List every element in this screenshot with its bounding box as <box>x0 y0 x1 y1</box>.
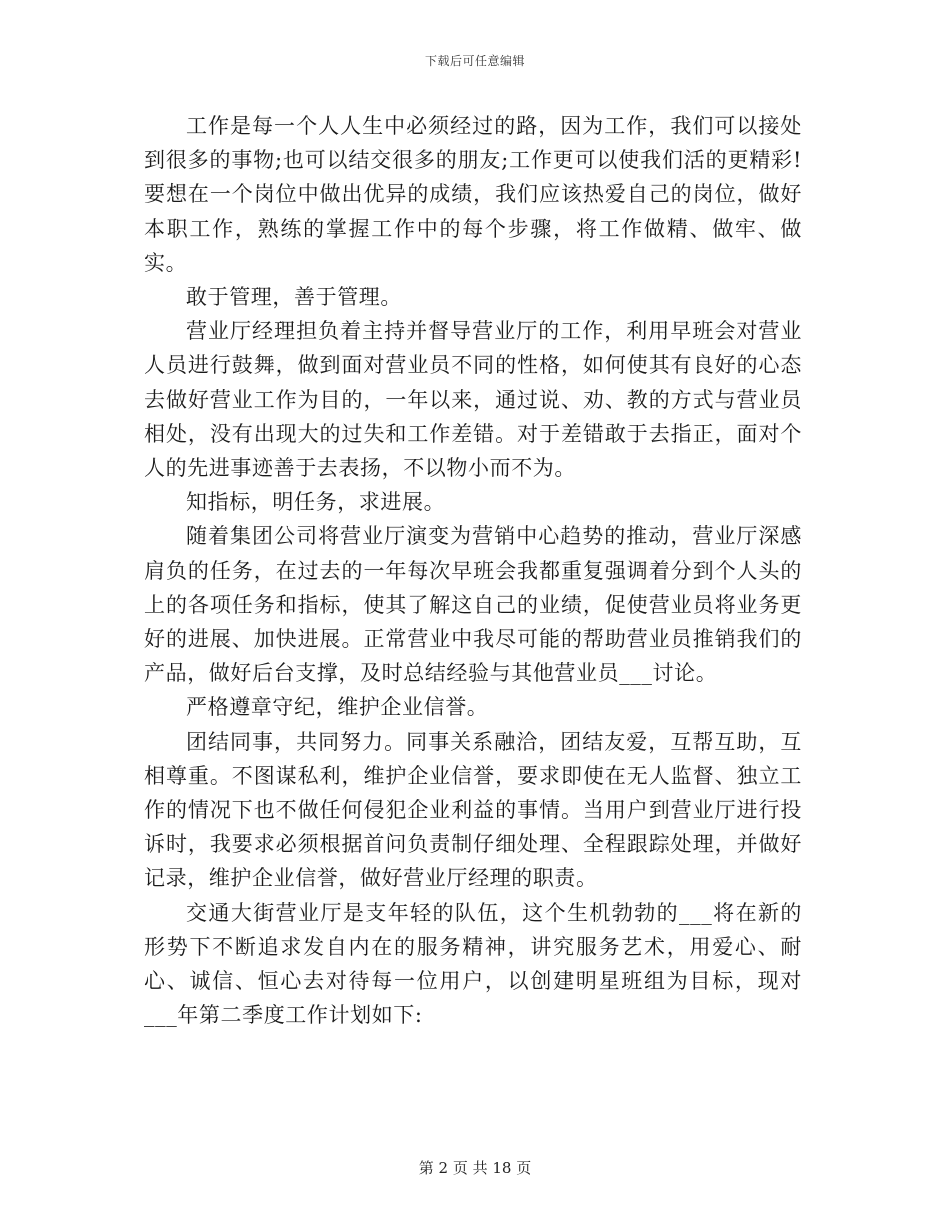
paragraph-heading-discipline: 严格遵章守纪，维护企业信誉。 <box>186 695 489 720</box>
document-body <box>144 109 802 1032</box>
paragraph-team-plan: 交通大街营业厅是支年轻的队伍，这个生机勃勃的___将在新的形势下不断追求发自内在的服务精神，讲究服务艺术，用爱心、耐心、诚信、恒心去对待每一位用户，以创建明星班组为目标，现对___年第二季度工作计划如下: <box>144 900 802 1028</box>
page-footer-number: 第 2 页 共 18 页 <box>418 1159 532 1177</box>
page-header-note: 下载后可任意编辑 <box>424 54 525 68</box>
paragraph-heading-targets: 知指标，明任务，求进展。 <box>186 490 446 515</box>
paragraph-heading-management: 敢于管理，善于管理。 <box>186 285 402 310</box>
paragraph-manager-duties: 营业厅经理担负着主持并督导营业厅的工作，利用早班会对营业人员进行鼓舞，做到面对营业员不同的性格，如何使其有良好的心态去做好营业工作为目的，一年以来，通过说、劝、教的方式与营业员相处，没有出现大的过失和工作差错。对于差错敢于去指正，面对个人的先进事迹善于去表扬，不以物小而不为。 <box>144 319 802 481</box>
paragraph-tasks-progress: 随着集团公司将营业厅演变为营销中心趋势的推动，营业厅深感肩负的任务，在过去的一年每次早班会我都重复强调着分到个人头的上的各项任务和指标，使其了解这自己的业绩，促使营业员将业务更好的进展、加快进展。正常营业中我尽可能的帮助营业员推销我们的产品，做好后台支撑，及时总结经验与其他营业员___讨论。 <box>144 524 802 686</box>
paragraph-work-intro: 工作是每一个人人生中必须经过的路，因为工作，我们可以接处到很多的事物;也可以结交很多的朋友;工作更可以使我们活的更精彩!要想在一个岗位中做出优异的成绩，我们应该热爱自己的岗位，做好本职工作，熟练的掌握工作中的每个步骤，将工作做精、做牢、做实。 <box>144 114 802 275</box>
paragraph-teamwork: 团结同事，共同努力。同事关系融洽，团结友爱，互帮互助，互相尊重。不图谋私利，维护企业信誉，要求即使在无人监督、独立工作的情况下也不做任何侵犯企业利益的事情。当用户到营业厅进行投诉时，我要求必须根据首问负责制仔细处理、全程跟踪处理，并做好记录，维护企业信誉，做好营业厅经理的职责。 <box>144 729 802 891</box>
